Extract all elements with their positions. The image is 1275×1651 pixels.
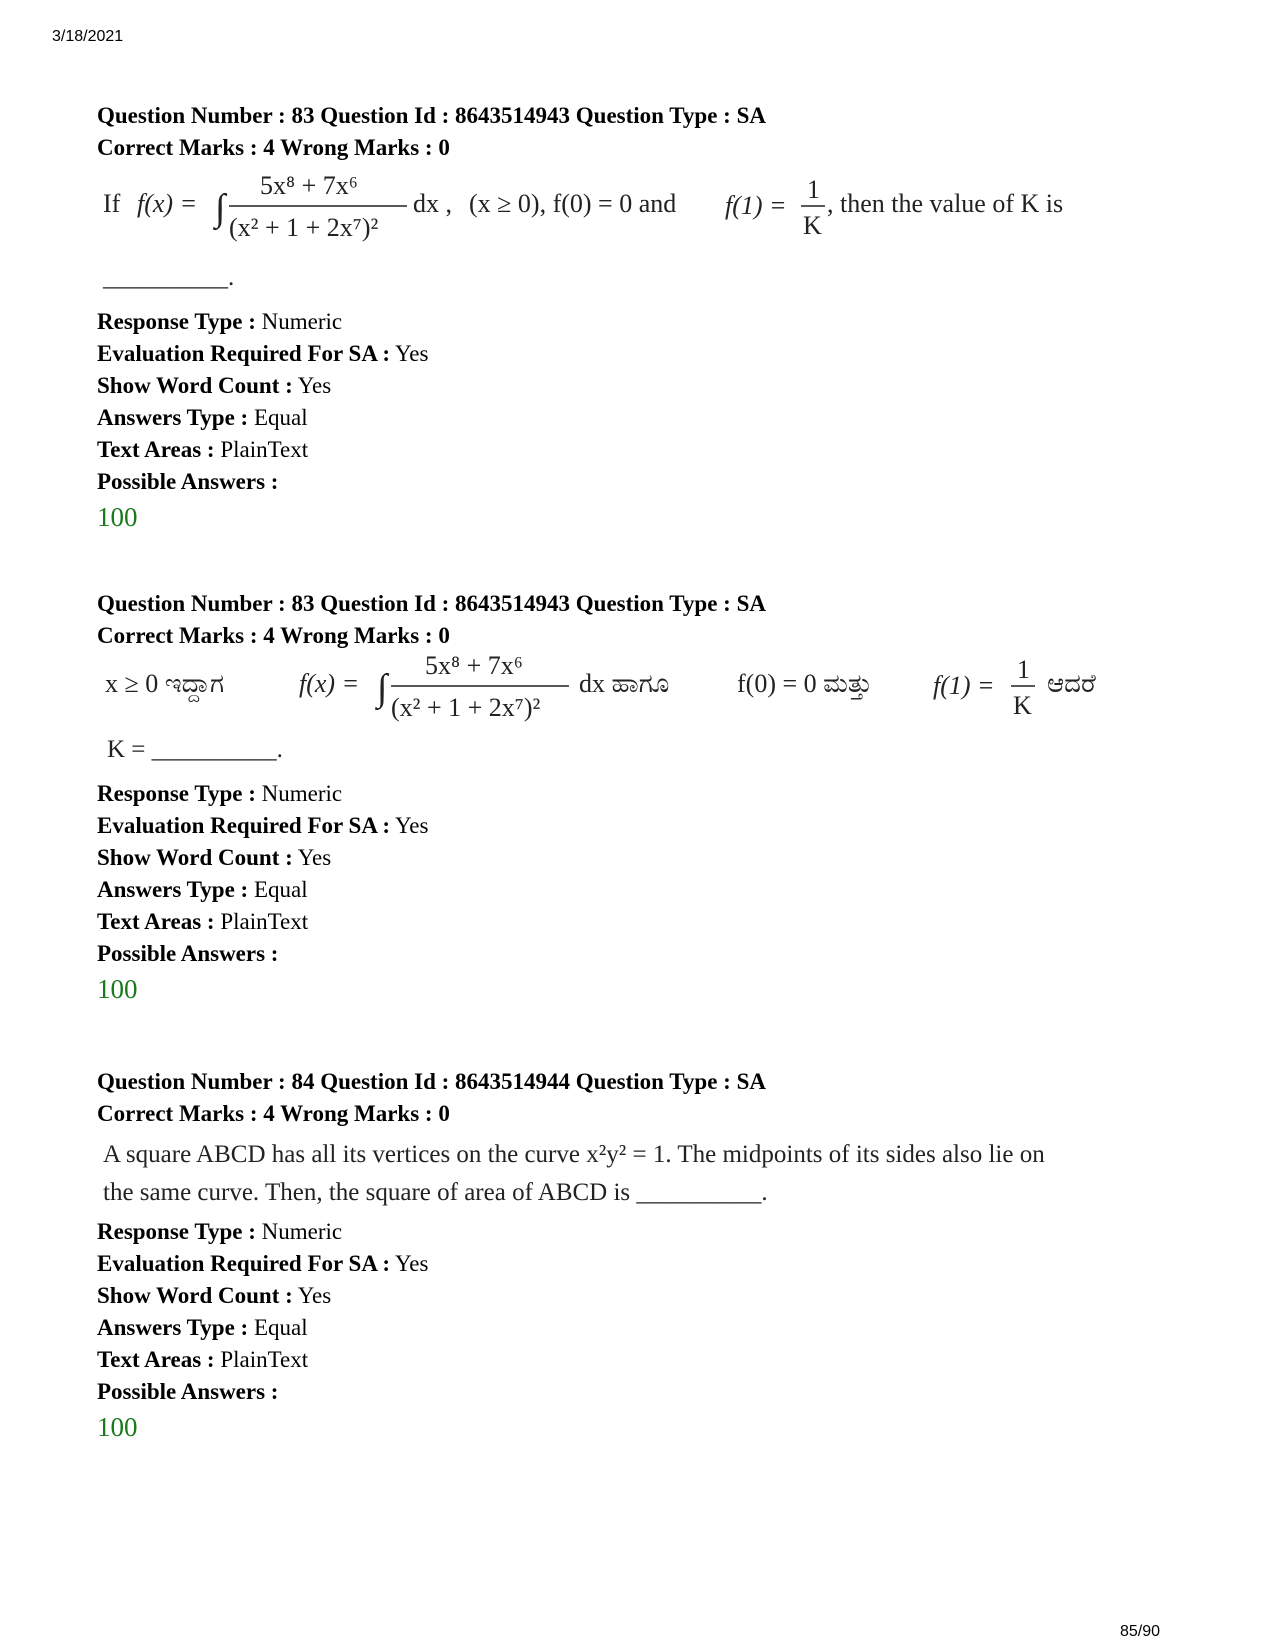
fraction-k: K xyxy=(1013,691,1032,720)
meta-label: Text Areas : xyxy=(97,1347,215,1372)
meta-value: Yes xyxy=(395,1251,429,1276)
answer-blank xyxy=(97,260,1157,306)
meta-value: Numeric xyxy=(261,781,343,806)
formula-lead: x ≥ 0 ಇದ್ದಾಗ xyxy=(105,669,225,698)
answer-blank xyxy=(97,736,1157,778)
possible-answers-row xyxy=(97,466,1157,498)
response-type-row xyxy=(97,778,1157,810)
meta-label: Text Areas : xyxy=(97,437,215,462)
meta-value: PlainText xyxy=(220,1347,309,1372)
formula-f1: f(1) = xyxy=(933,671,995,700)
formula-f1: f(1) = xyxy=(725,191,787,220)
question-text-line: A square ABCD has all its vertices on the curve x²y² = 1. The midpoints of its sides also lie on xyxy=(103,1141,1045,1168)
integral-sign: ∫ xyxy=(377,667,388,709)
formula-fx: f(x) = xyxy=(137,189,198,218)
question-header: Question Number : 83 Question Id : 8643514943 Question Type : SA xyxy=(97,103,766,128)
question-block xyxy=(97,1066,1157,1444)
word-count-row xyxy=(97,370,1157,402)
meta-label: Response Type : xyxy=(97,781,256,806)
formula-denominator: (x² + 1 + 2x⁷)² xyxy=(391,693,541,722)
word-count-row xyxy=(97,1280,1157,1312)
question-header: Question Number : 84 Question Id : 8643514944 Question Type : SA xyxy=(97,1069,766,1094)
meta-label: Possible Answers : xyxy=(97,469,279,494)
integral-sign: ∫ xyxy=(215,187,226,229)
response-type-row xyxy=(97,306,1157,338)
evaluation-row xyxy=(97,338,1157,370)
formula-numerator: 5x⁸ + 7x⁶ xyxy=(260,171,358,200)
meta-label: Show Word Count : xyxy=(97,1283,293,1308)
word-count-row xyxy=(97,842,1157,874)
meta-label: Response Type : xyxy=(97,1219,256,1244)
response-type-row xyxy=(97,1216,1157,1248)
meta-value: Yes xyxy=(297,373,332,398)
answers-type-row xyxy=(97,874,1157,906)
question-header: Question Number : 83 Question Id : 8643514943 Question Type : SA xyxy=(97,591,766,616)
meta-value: PlainText xyxy=(220,437,309,462)
formula-condition: (x ≥ 0), f(0) = 0 and xyxy=(469,189,677,218)
meta-value: Yes xyxy=(395,341,429,366)
formula-svg xyxy=(97,652,1157,748)
question-marks: Correct Marks : 4 Wrong Marks : 0 xyxy=(97,135,450,160)
meta-label: Text Areas : xyxy=(97,909,215,934)
fraction-one: 1 xyxy=(807,175,820,204)
meta-label: Response Type : xyxy=(97,309,256,334)
question-block xyxy=(97,588,1157,1006)
meta-label: Possible Answers : xyxy=(97,1379,279,1404)
possible-answers-row xyxy=(97,1376,1157,1408)
fraction-k: K xyxy=(803,211,822,240)
evaluation-row xyxy=(97,1248,1157,1280)
meta-value: PlainText xyxy=(220,909,309,934)
formula-numerator: 5x⁸ + 7x⁶ xyxy=(425,652,523,680)
meta-value: Yes xyxy=(297,1283,332,1308)
question-block xyxy=(97,100,1157,534)
text-areas-row xyxy=(97,1344,1157,1376)
meta-label: Evaluation Required For SA : xyxy=(97,1251,391,1276)
possible-answer-value: 100 xyxy=(97,1412,138,1442)
meta-label: Show Word Count : xyxy=(97,373,293,398)
possible-answer-value: 100 xyxy=(97,502,138,532)
question-text xyxy=(103,1136,1157,1212)
meta-label: Answers Type : xyxy=(97,1315,249,1340)
formula-svg xyxy=(97,164,1157,260)
formula-fx: f(x) = xyxy=(299,669,360,698)
question-formula xyxy=(97,652,1157,748)
blank-text: K = __________. xyxy=(107,736,283,763)
meta-value: Numeric xyxy=(261,1219,343,1244)
meta-value: Equal xyxy=(253,1315,308,1340)
blank-text: __________. xyxy=(103,264,235,291)
print-date: 3/18/2021 xyxy=(52,28,124,45)
question-marks: Correct Marks : 4 Wrong Marks : 0 xyxy=(97,1101,450,1126)
meta-value: Yes xyxy=(297,845,332,870)
meta-label: Answers Type : xyxy=(97,405,249,430)
evaluation-row xyxy=(97,810,1157,842)
formula-dx: dx , xyxy=(413,189,452,218)
meta-value: Numeric xyxy=(261,309,343,334)
meta-value: Yes xyxy=(395,813,429,838)
text-areas-row xyxy=(97,906,1157,938)
formula-denominator: (x² + 1 + 2x⁷)² xyxy=(229,213,379,242)
meta-label: Answers Type : xyxy=(97,877,249,902)
question-text-line: the same curve. Then, the square of area of ABCD is __________. xyxy=(103,1179,768,1206)
formula-lead: If xyxy=(103,189,121,218)
text-areas-row xyxy=(97,434,1157,466)
question-formula xyxy=(97,164,1157,260)
formula-dx: dx ಹಾಗೂ xyxy=(579,669,670,698)
meta-label: Show Word Count : xyxy=(97,845,293,870)
answers-type-row xyxy=(97,1312,1157,1344)
answers-type-row xyxy=(97,402,1157,434)
question-marks: Correct Marks : 4 Wrong Marks : 0 xyxy=(97,623,450,648)
meta-label: Evaluation Required For SA : xyxy=(97,813,391,838)
possible-answer-value: 100 xyxy=(97,974,138,1004)
meta-value: Equal xyxy=(253,405,308,430)
meta-value: Equal xyxy=(253,877,308,902)
formula-condition: f(0) = 0 ಮತ್ತು xyxy=(737,669,873,698)
formula-tail: ಆದರೆ xyxy=(1047,669,1096,698)
meta-label: Possible Answers : xyxy=(97,941,279,966)
page-number: 85/90 xyxy=(1120,1623,1161,1640)
meta-label: Evaluation Required For SA : xyxy=(97,341,391,366)
possible-answers-row xyxy=(97,938,1157,970)
formula-tail: , then the value of K is xyxy=(827,189,1064,218)
fraction-one: 1 xyxy=(1017,655,1030,684)
